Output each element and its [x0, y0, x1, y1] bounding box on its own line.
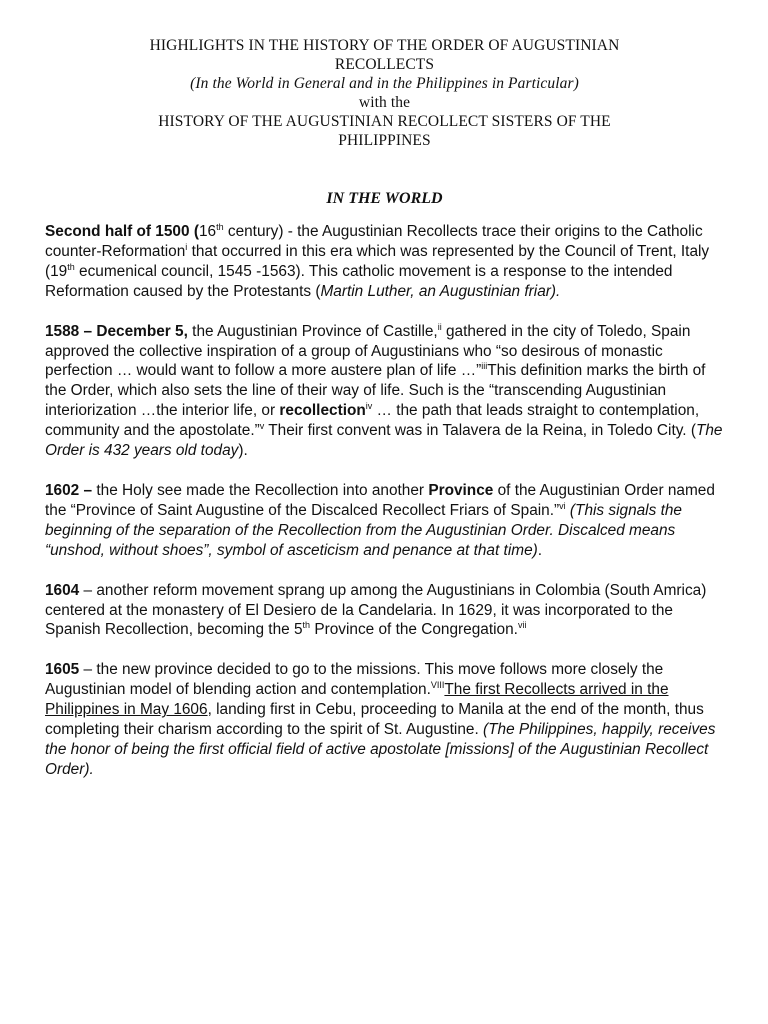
with-the-label: with the	[358, 94, 411, 111]
bold-run: recollection	[279, 402, 366, 420]
paragraph-1500	[45, 222, 724, 302]
bold-run: Province	[428, 481, 494, 499]
paragraph-1604	[45, 581, 724, 641]
footnote-ref[interactable]: vii	[517, 620, 527, 631]
text-run: , landing first in Cebu, proceeding to Manila at the end of the month, thus completing their charism according to the spirit of St. Augustine.	[45, 701, 704, 739]
text-run: 16	[198, 223, 217, 240]
text-run: of the Augustinian Order named the “Province of Saint Augustine of the Discalced Recollect Friars of Spain.”	[45, 481, 715, 519]
superscript: th	[67, 261, 75, 272]
title-line-1: HIGHLIGHTS IN THE HISTORY OF THE ORDER OF AUGUSTINIAN	[149, 37, 620, 54]
text-run: … the path that leads straight to contemplation, community and the apostolate.”	[45, 402, 700, 440]
footnote-ref[interactable]: VIII	[430, 680, 445, 691]
footnote-ref[interactable]: vi	[559, 500, 566, 511]
text-run: .	[537, 541, 543, 559]
document-header	[45, 36, 724, 150]
footnote-ref[interactable]: ii	[437, 321, 442, 332]
date-lead: 1588 – December 5,	[45, 322, 188, 340]
paragraph-1588	[45, 322, 724, 461]
paragraph-1602	[45, 481, 724, 561]
text-run: ).	[238, 442, 248, 460]
second-title-line-1: HISTORY OF THE AUGUSTINIAN RECOLLECT SISTERS OF THE	[158, 113, 611, 130]
text-run: ecumenical council, 1545 -1563). This catholic movement is a response to the intended Reformation caused by the Protestants (	[45, 262, 673, 300]
date-lead: 1602 –	[45, 481, 93, 499]
superscript: th	[216, 221, 224, 232]
italic-run: Martin Luther, an Augustinian friar).	[320, 282, 561, 300]
text-run: This definition marks the birth of the Order, which also sets the line of their way of life. Such is the “transcending Augustinian interiorization …the interior life, or	[45, 362, 706, 420]
footnote-ref[interactable]: iii	[481, 361, 488, 372]
italic-run: (The Philippines, happily, receives the honor of being the first official field of active apostolate [missions] of the Augustinian Recollect Order).	[45, 721, 716, 778]
italic-run: (This signals the beginning of the separation of the Recollection from the Augustinian Order. Discalced means “unshod, without shoes”, symbol of asceticism and penance at that time)	[45, 501, 682, 559]
date-lead: 1604	[45, 581, 80, 599]
title-line-2: RECOLLECTS	[334, 56, 435, 73]
text-run: Province of the Congregation.	[310, 621, 518, 639]
section-title: IN THE WORLD	[326, 190, 443, 207]
subtitle: (In the World in General and in the Philippines in Particular)	[190, 75, 579, 92]
date-lead: 1605	[45, 661, 80, 679]
footnote-ref[interactable]: i	[185, 241, 188, 252]
second-title-line-2: PHILIPPINES	[338, 132, 431, 149]
date-lead: Second half of 1500 (	[45, 223, 199, 240]
underlined-run: The first Recollects arrived in the Philippines in May 1606	[45, 681, 669, 719]
text-run: – the new province decided to go to the missions. This move follows more closely the Augustinian model of blending action and contemplation.	[45, 661, 664, 699]
text-run: century) - the Augustinian Recollects trace their origins to the Catholic counter-Reformation	[45, 223, 703, 260]
text-run: the Augustinian Province of Castille,	[187, 322, 438, 340]
text-run: Their first convent was in Talavera de la Reina, in Toledo City. (	[264, 422, 696, 440]
paragraph-1605	[45, 660, 724, 779]
text-run: the Holy see made the Recollection into another	[92, 481, 429, 499]
footnote-ref[interactable]: v	[259, 421, 265, 432]
text-run: – another reform movement sprang up among the Augustinians in Colombia (South Amrica) centered at the monastery of El Desiero de la Candelaria. In 1629, it was incorporated to the Spanish Recollection, becoming the 5	[45, 581, 707, 639]
text-run: gathered in the city of Toledo, Spain approved the collective inspiration of a group of Augustinians who “so desirous of monastic perfection … would want to follow a more austere plan of life …”	[45, 322, 691, 380]
superscript: th	[302, 620, 311, 631]
footnote-ref[interactable]: iv	[365, 401, 373, 412]
italic-run: The Order is 432 years old today	[45, 422, 723, 460]
text-run: that occurred in this era which was represented by the Council of Trent, Italy (19	[45, 242, 710, 280]
